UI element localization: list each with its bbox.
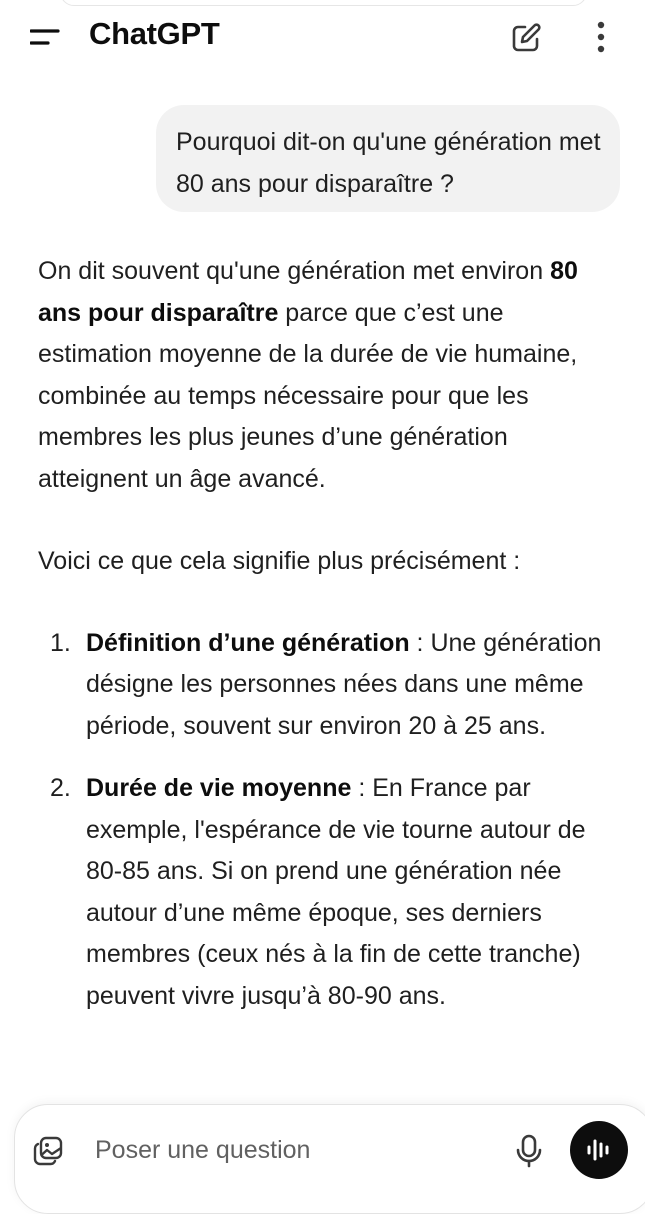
menu-icon[interactable] <box>30 27 60 47</box>
attach-image-icon[interactable] <box>32 1135 64 1167</box>
more-vertical-icon[interactable] <box>586 19 616 55</box>
answer-list <box>38 623 618 1018</box>
prompt-input[interactable] <box>95 1128 490 1172</box>
answer-bold-text: 80 ans pour disparaître <box>38 257 578 327</box>
assistant-answer <box>38 251 618 1017</box>
edit-icon[interactable] <box>508 20 544 56</box>
list-item-text: : Une génération désigne les personnes nées dans une même période, souvent sur environ 20 à 25 ans. <box>86 628 602 740</box>
answer-text: On dit souvent qu'une génération met environ <box>38 257 551 285</box>
voice-mode-button[interactable] <box>570 1121 628 1179</box>
list-item-title: Définition d’une génération <box>86 628 410 657</box>
answer-paragraph: Voici ce que cela signifie plus précisément : <box>38 547 521 575</box>
user-message-bubble: Pourquoi dit-on qu'une génération met 80 ans pour disparaître ? <box>156 105 620 212</box>
list-item-text: : En France par exemple, l'espérance de vie tourne autour de 80-85 ans. Si on prend une génération née autour d’une même époque, ses derniers membres (ceux nés à la fin de cette tranche) peuvent vivre jusqu’à 80-90 ans. <box>86 774 586 1010</box>
app-header <box>0 0 645 72</box>
list-item-title: Durée de vie moyenne <box>86 774 352 802</box>
app-title: ChatGPT <box>89 16 220 51</box>
list-item-number: 2. <box>50 774 71 802</box>
answer-paragraph <box>38 251 618 500</box>
list-item <box>38 768 618 1017</box>
answer-text: parce que c’est une estimation moyenne de la durée de vie humaine, combinée au temps nécessaire pour que les membres les plus jeunes d’une génération atteignent un âge avancé. <box>38 298 578 493</box>
list-item-number: 1. <box>50 628 71 657</box>
microphone-icon[interactable] <box>506 1124 552 1176</box>
voice-waveform-icon <box>584 1135 614 1165</box>
list-item <box>38 623 618 748</box>
